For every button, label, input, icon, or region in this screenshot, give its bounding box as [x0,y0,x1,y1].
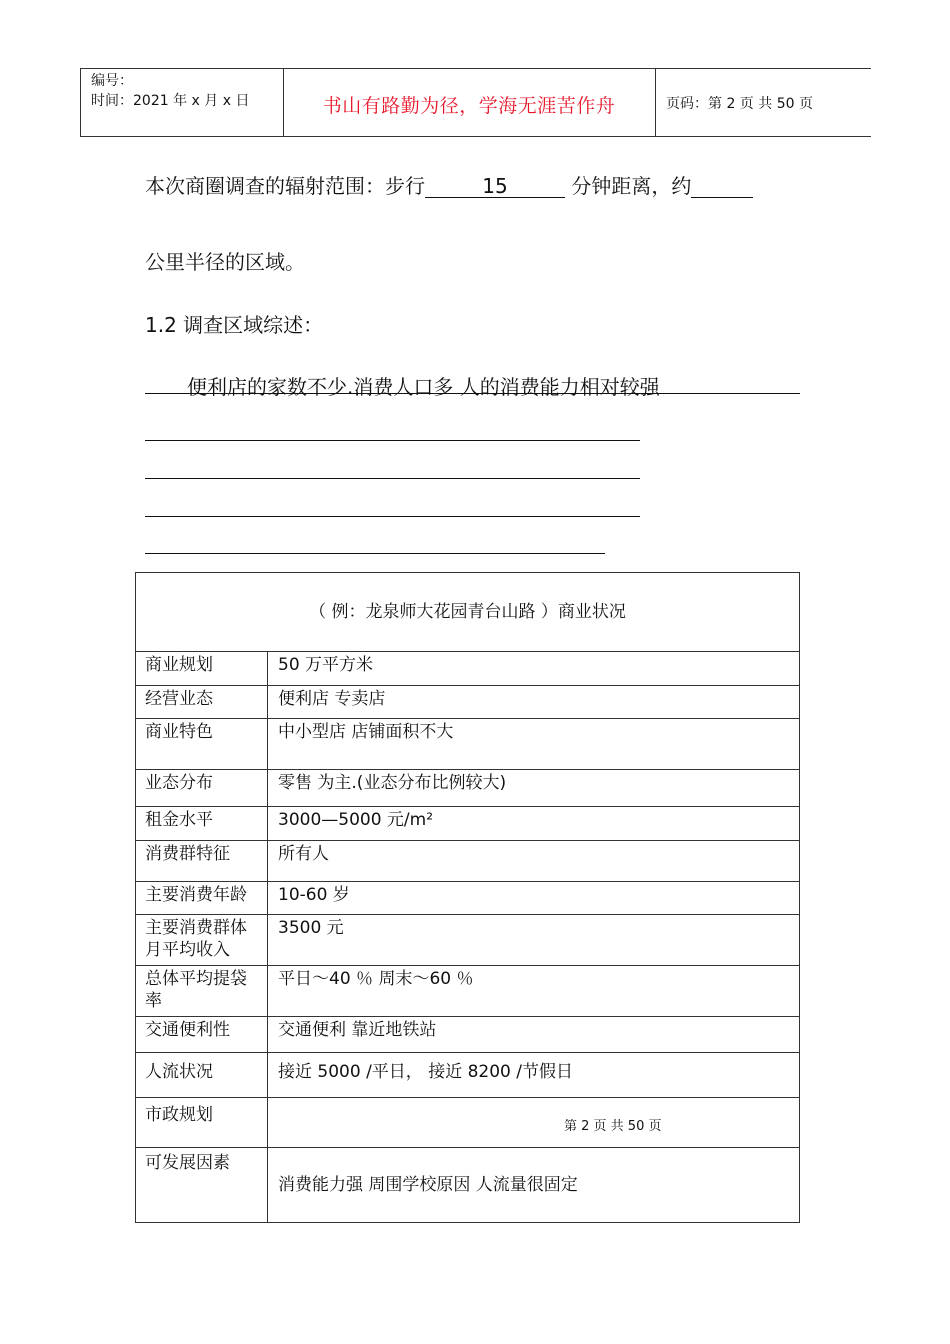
row-label: 商业特色 [136,719,268,769]
row-label: 总体平均提袋率 [136,966,268,1016]
table-row [136,719,799,770]
document-time: 时间：2021 年 x 月 x 日 [91,93,250,109]
blank-rule [145,516,640,517]
row-label: 主要消费年龄 [136,882,268,914]
row-value [268,1098,799,1147]
radius-line [145,170,753,199]
motto: 书山有路勤为径，学海无涯苦作舟 [322,95,616,117]
table-row [136,841,799,882]
row-label: 市政规划 [136,1098,268,1147]
row-label: 可发展因素 [136,1148,268,1222]
section-title: 1.2 调查区域综述： [145,313,324,337]
radius-minutes: 15 [425,175,565,198]
document-number: 编号： [91,73,133,89]
row-label: 经营业态 [136,686,268,718]
radius-suffix: 公里半径的区域。 [145,250,305,274]
row-label: 人流状况 [136,1053,268,1097]
summary-line [145,371,800,399]
row-label: 交通便利性 [136,1017,268,1052]
blank-rule [145,478,640,479]
table-row [136,770,799,807]
table-row [136,1053,799,1098]
row-label: 业态分布 [136,770,268,806]
row-label: 消费群特征 [136,841,268,881]
table-row [136,1098,799,1148]
row-value: 接近 5000 /平日， 接近 8200 /节假日 [278,1062,574,1082]
blank-rule [145,553,605,554]
table-row [136,807,799,841]
business-status-table [135,572,800,1223]
row-value: 零售 为主.(业态分布比例较大) [278,773,507,793]
table-row [136,652,799,686]
row-value: 消费能力强 周围学校原因 人流量很固定 [278,1175,578,1195]
radius-km-blank [691,175,753,198]
table-row [136,686,799,719]
header-page-cell [656,69,871,136]
page-footer: 第 2 页 共 50 页 [564,1119,662,1134]
row-value: 中小型店 店铺面积不大 [278,722,454,742]
document-header [80,68,871,137]
row-label: 主要消费群体月平均收入 [136,915,268,965]
row-label: 商业规划 [136,652,268,685]
row-value: 所有人 [278,844,329,864]
table-row [136,882,799,915]
radius-mid: 分钟距离，约 [571,174,692,198]
header-meta-cell [81,69,284,136]
table-row [136,1017,799,1053]
radius-prefix: 本次商圈调查的辐射范围：步行 [145,174,425,198]
row-value: 交通便利 靠近地铁站 [278,1020,437,1040]
page-number: 页码：第 2 页 共 50 页 [666,96,813,112]
header-motto-cell [283,69,656,136]
row-value: 50 万平方米 [278,655,374,675]
row-value: 便利店 专卖店 [278,689,386,709]
row-value: 10-60 岁 [278,885,350,905]
row-value: 平日～40 ％ 周末～60 ％ [278,969,474,989]
blank-rule [145,440,640,441]
summary-text: 便利店的家数不少.消费人口多 人的消费能力相对较强 [187,375,660,399]
table-row [136,1148,799,1222]
row-value: 3000—5000 元/m² [278,810,434,830]
table-title: （ 例：龙泉师大花园青台山路 ）商业状况 [136,573,799,652]
table-row [136,966,799,1017]
row-label: 租金水平 [136,807,268,840]
table-row [136,915,799,966]
row-value: 3500 元 [278,918,344,938]
